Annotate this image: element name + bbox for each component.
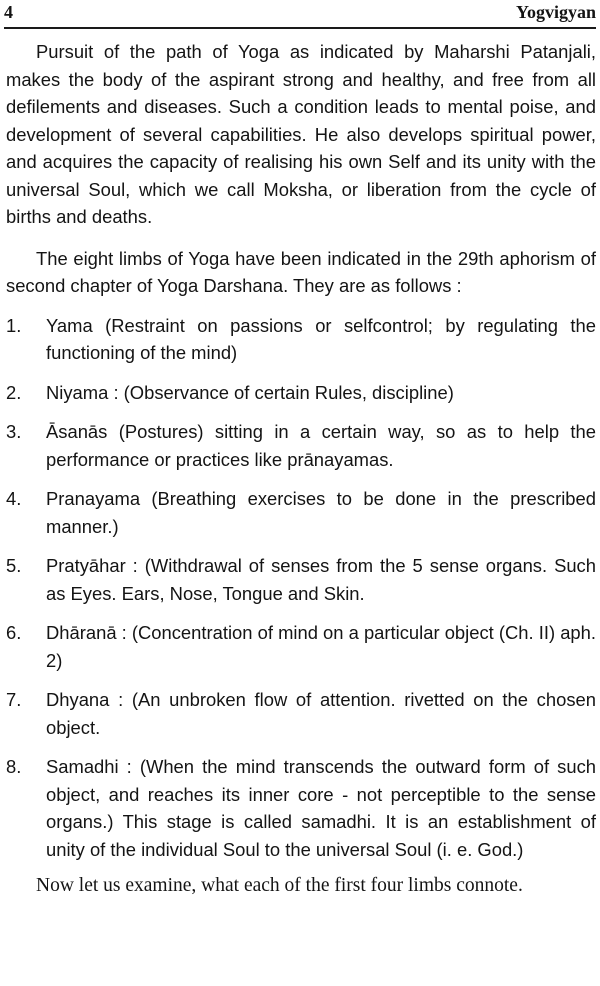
eight-limbs-list <box>6 312 596 864</box>
page-header <box>4 0 596 26</box>
list-item-number: 7. <box>6 689 22 710</box>
paragraph: The eight limbs of Yoga have been indicated in the 29th aphorism of second chapter of Yoga Darshana. They are as follows : <box>6 247 596 296</box>
page-body <box>6 38 596 899</box>
page-number: 4 <box>4 2 13 22</box>
list-item-text: Yama (Restraint on passions or selfcontrol; by regulating the functioning of the mind) <box>46 314 596 363</box>
list-item-number: 5. <box>6 555 22 576</box>
list-item <box>6 418 596 473</box>
list-item <box>6 379 596 407</box>
list-item-text: Āsanās (Postures) sitting in a certain way, so as to help the performance or practices like prānayamas. <box>46 421 596 470</box>
list-item <box>6 753 596 863</box>
list-item-text: Dhyana : (An unbroken flow of attention. rivetted on the chosen object. <box>46 689 596 738</box>
paragraph: Pursuit of the path of Yoga as indicated by Maharshi Patanjali, makes the body of the aspirant strong and healthy, and free from all defilements and diseases. Such a condition leads to mental poise, and development of several capabilities. He also develops spiritual power, and acquires the capacity of realising his own Self and its unity with the universal Soul, which we call Moksha, or liberation from the cycle of births and deaths. <box>6 41 596 227</box>
list-item-number: 6. <box>6 622 22 643</box>
list-item-number: 4. <box>6 488 22 509</box>
list-item <box>6 485 596 540</box>
list-item <box>6 552 596 607</box>
list-item-number: 3. <box>6 421 22 442</box>
list-item <box>6 686 596 741</box>
running-head: Yogvigyan <box>515 2 596 22</box>
list-item-text: Pratyāhar : (Withdrawal of senses from the 5 sense organs. Such as Eyes. Ears, Nose, Tongue and Skin. <box>46 555 596 604</box>
list-item-text: Samadhi : (When the mind transcends the outward form of such object, and reaches its inner core - not perceptible to the sense organs.) This stage is called samadhi. It is an establishment of unity of the individual Soul to the universal Soul (i. e. God.) <box>46 756 596 860</box>
list-item <box>6 619 596 674</box>
list-item <box>6 312 596 367</box>
list-item-number: 1. <box>6 314 22 336</box>
closing-sentence: Now let us examine, what each of the first four limbs connote. <box>36 875 523 896</box>
list-item-number: 8. <box>6 756 22 777</box>
list-item-text: Niyama : (Observance of certain Rules, discipline) <box>46 381 454 403</box>
list-item-text: Pranayama (Breathing exercises to be done in the prescribed manner.) <box>46 488 596 537</box>
list-item-text: Dhāranā : (Concentration of mind on a particular object (Ch. II) aph. 2) <box>46 622 596 671</box>
list-item-number: 2. <box>6 381 22 403</box>
header-rule <box>4 27 596 29</box>
